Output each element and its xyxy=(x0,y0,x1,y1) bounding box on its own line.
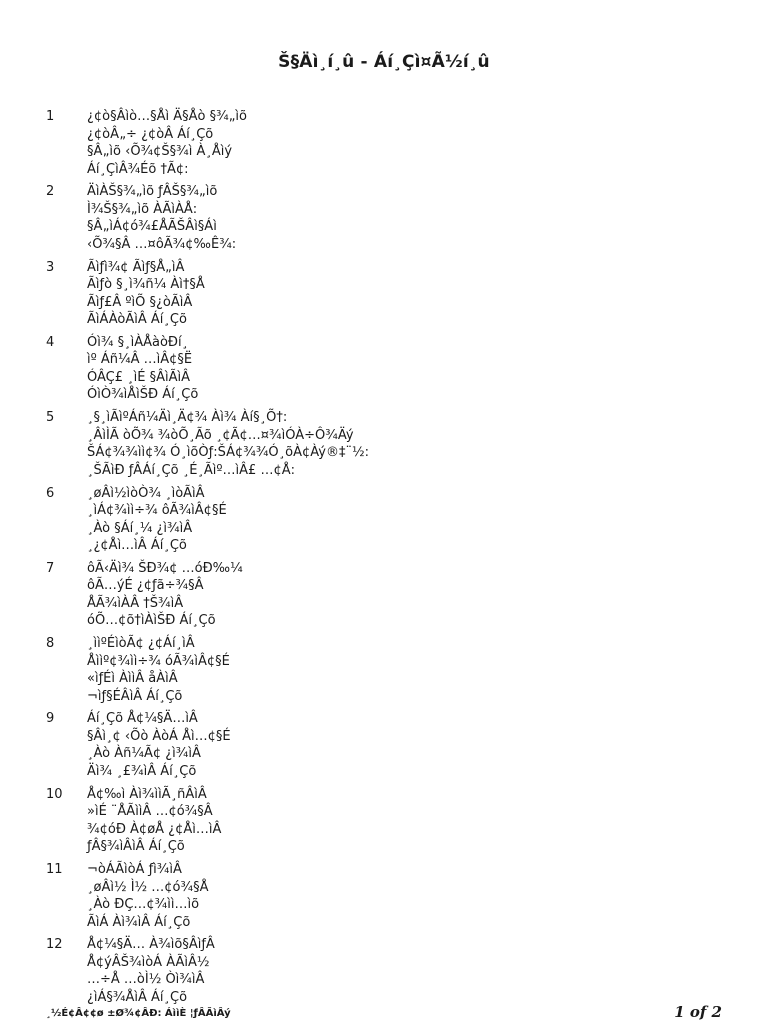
verse-line: ìº Áñ¼Â …ìÂ¢§Ë xyxy=(87,352,193,368)
verse-line: ÃìÁ Àì¾ìÂ Áí¸Çõ xyxy=(87,914,191,930)
footer-author: ¸½É¢Â¢¢ø ±Ø¾¢ÂÐ: ÁììÈ ¦ƒÂÃìÂý xyxy=(46,1008,231,1019)
verse-line: ¸ÂìÌÃ òÕ¾ ¾òÕ¸Ãõ ¸¢Ã¢…¤¾ìÓÀ÷Ô¾Äý xyxy=(87,427,354,443)
document-title: Š§Äì¸í¸û - Áí¸Çì¤Ã½í¸û xyxy=(278,52,490,72)
verse-line: Åììº¢¾ìì÷¾ óÃ¾ìÂ¢§É xyxy=(87,653,230,669)
verse-number: 2 xyxy=(46,184,55,200)
verse-line: ¸øÂì½ìòÒ¾ ¸ìòÃìÂ xyxy=(87,485,205,501)
verse-line: ÓÂÇ£ ¸ìÉ §ÂìÃìÂ xyxy=(87,369,191,385)
verse-line: Å¢‰ì Àì¾ììÃ¸ñÂìÂ xyxy=(87,786,207,802)
verse-line: ¸§¸ìÃìºÁñ¼Äì¸Ä¢¾ Àì¾ Àí§¸Õ†: xyxy=(87,410,288,426)
verse-number: 12 xyxy=(46,937,63,953)
verse-text xyxy=(87,635,230,705)
verse-number: 3 xyxy=(46,259,55,275)
verse-text xyxy=(87,485,227,555)
verse-line: »ìÉ ¨ÅÃììÂ …¢ó¾§Â xyxy=(87,804,213,820)
verse-line: ÃìÁÀòÃìÂ Áí¸Çõ xyxy=(87,312,187,328)
verse-line: ¾¢óÐ À¢øÅ ¿¢Åì…ìÂ xyxy=(87,821,222,837)
verse-number: 11 xyxy=(46,862,63,877)
verse-line: ¸Àò §Áí¸¼ ¿ì¾ìÂ xyxy=(87,520,193,536)
verse-text xyxy=(87,560,243,630)
verse-line: óÕ…¢õ†ìÀìŠÐ Áí¸Çõ xyxy=(87,613,216,629)
verse-line: ŠÁ¢¾¾ìì¢¾ Ó¸ìõÒƒ:ŠÁ¢¾¾Ó¸õÀ¢Àý®‡¨½: xyxy=(87,445,369,461)
verse-text xyxy=(87,259,205,329)
verse-line: …÷Å …òÌ½ Òì¾ìÂ xyxy=(87,972,205,988)
verse-number: 1 xyxy=(46,109,55,124)
verse-number: 8 xyxy=(46,636,55,652)
verse-text xyxy=(87,936,215,1006)
page-indicator: 1 of 2 xyxy=(674,1003,722,1021)
verse-text xyxy=(87,409,369,479)
verse-line: Ãìƒ£Â ºìÕ §¿òÃìÂ xyxy=(87,294,193,310)
verse-text xyxy=(87,710,231,780)
verse-line: Áí¸ÇìÂ¾Éõ †Ã¢: xyxy=(87,161,189,177)
verse-line: ¸øÂì½ Ì½ …¢ó¾§Å xyxy=(87,879,209,895)
verse-line: Äì¾ ¸£¾ìÂ Áí¸Çõ xyxy=(87,763,197,779)
verse-line: Óì¾ §¸ìÀÅàòÐí¸ xyxy=(87,334,189,350)
verse-line: ¸¿¢Åì…ìÂ Áí¸Çõ xyxy=(87,538,187,553)
verse-line: ¿ìÁ§¾ÅìÂ Áí¸Çõ xyxy=(87,989,188,1005)
verse-line: §Â„ìõ ‹Õ¾¢Š§¾ì À¸Åìý xyxy=(87,144,233,159)
verse-line: §Â„ìÁ¢ó¾£ÅÃŠÂì§Áì xyxy=(87,219,217,235)
verse-line: ôÃ…ýÉ ¿¢ƒã÷¾§Â xyxy=(87,578,204,594)
verse-line: ‹Õ¾§Â …¤ôÃ¾¢‰Ê¾: xyxy=(87,236,237,252)
verse-line: ¸Àò Àñ¼Ã¢ ¿ì¾ìÂ xyxy=(87,746,201,762)
verse-line: ôÃ‹Äì¾ ŠÐ¾¢ …óÐ‰¼ xyxy=(87,560,243,576)
verse-line: ÓìÒ¾ìÅìŠÐ Áí¸Çõ xyxy=(87,387,199,403)
verse-line: «ìƒÉì ÀììÂ åÀìÂ xyxy=(87,671,178,687)
verse-line: ÄìÀŠ§¾„ìõ ƒÂŠ§¾„ìõ xyxy=(87,184,218,200)
verse-number: 9 xyxy=(46,711,55,727)
verse-line: ÅÃ¾ìÀÂ †Š¾ìÂ xyxy=(87,595,184,611)
verse-text xyxy=(87,108,247,178)
verse-line: ƒÂ§¾ìÂìÂ Áí¸Çõ xyxy=(87,839,185,855)
verse-line: ¬òÁÃìòÁ ƒì¾ìÂ xyxy=(87,862,182,877)
verse-line: Ãìƒì¾¢ Ãìƒ§Å„ìÂ xyxy=(87,259,185,275)
verse-line: Å¢¼§Ä… À¾ìõ§ÂìƒÂ xyxy=(87,937,215,953)
verse-number: 6 xyxy=(46,485,55,501)
verse-number: 5 xyxy=(46,410,55,426)
verse-line: ¸Àò ÐÇ…¢¾ìì…ìõ xyxy=(87,897,200,912)
verse-line: ¸ìÁ¢¾ìì÷¾ ôÃ¾ìÂ¢§É xyxy=(87,503,227,518)
verse-line: Ì¾Š§¾„ìõ ÀÃìÀÅ: xyxy=(87,201,198,217)
verse-text xyxy=(87,334,198,404)
verse-line: ¸ŠÃìÐ ƒÂÁí¸Çõ ¸É¸Ãìº…ìÂ£ …¢Å: xyxy=(87,462,295,478)
verse-line: ¿¢òÂ„÷ ¿¢òÂ Áí¸Çõ xyxy=(87,126,214,142)
verse-line: ¸ììºÉìòÃ¢ ¿¢Áí¸ìÂ xyxy=(87,636,195,652)
verse-line: Å¢ýÂŠ¾ìòÁ ÀÃìÂ½ xyxy=(87,954,210,970)
verse-line: Ãìƒò §¸ì¾ñ¼ Àì†§Å xyxy=(87,277,205,293)
verse-line: Áí¸Çõ Å¢¼§Ä…ìÂ xyxy=(87,711,198,727)
verse-line: ¬ìƒ§ÉÂìÂ Áí¸Çõ xyxy=(87,688,183,704)
verse-line: §Âì¸¢ ‹Õò ÀòÁ Åì…¢§É xyxy=(87,728,231,744)
verse-text xyxy=(87,786,221,856)
verse-text xyxy=(87,861,208,931)
verse-number: 7 xyxy=(46,560,55,576)
verse-number: 4 xyxy=(46,334,55,350)
verse-number: 10 xyxy=(46,786,63,802)
verse-line: ¿¢ò§Âìò…§Åì Ä§Åò §¾„ìõ xyxy=(87,109,247,124)
verse-text xyxy=(87,183,236,253)
